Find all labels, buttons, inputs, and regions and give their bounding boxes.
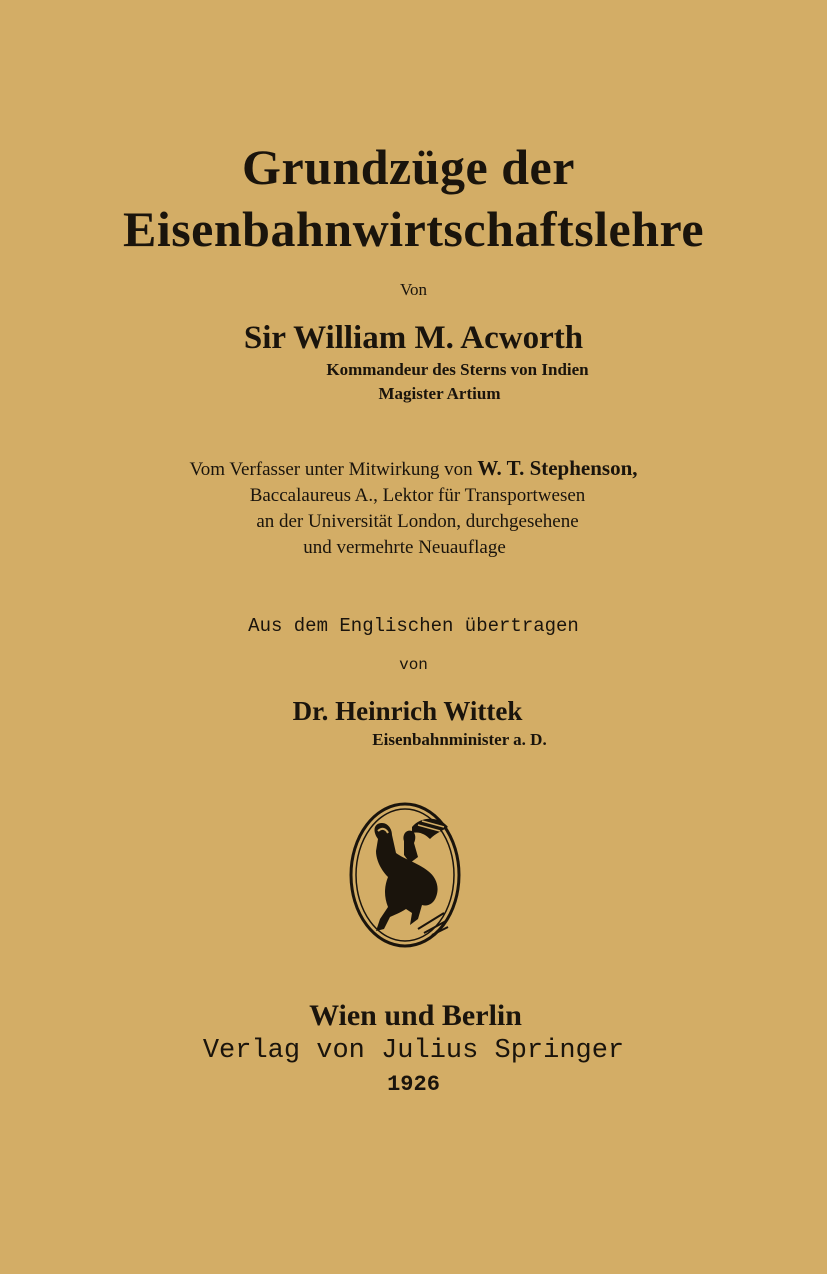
book-title-line-1: Grundzüge der xyxy=(242,139,575,195)
revision-line-4: und vermehrte Neuauflage xyxy=(303,537,506,558)
publisher-city: Wien und Berlin xyxy=(309,999,522,1032)
revision-line-2: Baccalaureus A., Lektor für Transportwesen xyxy=(249,485,586,506)
springer-horse-rider-emblem-icon xyxy=(348,801,462,949)
author-title-2: Magister Artium xyxy=(378,384,501,403)
publisher-name: Verlag von Julius Springer xyxy=(202,1036,625,1066)
author-title-1: Kommandeur des Sterns von Indien xyxy=(326,360,589,379)
publication-year: 1926 xyxy=(387,1072,440,1097)
translator-name: Dr. Heinrich Wittek xyxy=(292,696,523,726)
revision-prefix: Vom Verfasser unter Mitwirkung von xyxy=(189,459,473,480)
author-name: Sir William M. Acworth xyxy=(243,320,584,356)
revision-line-3: an der Universität London, durchgesehene xyxy=(256,511,579,532)
book-title-line-2: Eisenbahnwirtschaftslehre xyxy=(122,201,705,257)
translator-title: Eisenbahnminister a. D. xyxy=(372,730,547,749)
translation-by: von xyxy=(399,656,428,674)
translation-note: Aus dem Englischen übertragen xyxy=(248,615,579,637)
revision-line-1 xyxy=(0,456,827,481)
co-author-name: W. T. Stephenson, xyxy=(477,456,638,480)
by-label: Von xyxy=(399,280,428,299)
